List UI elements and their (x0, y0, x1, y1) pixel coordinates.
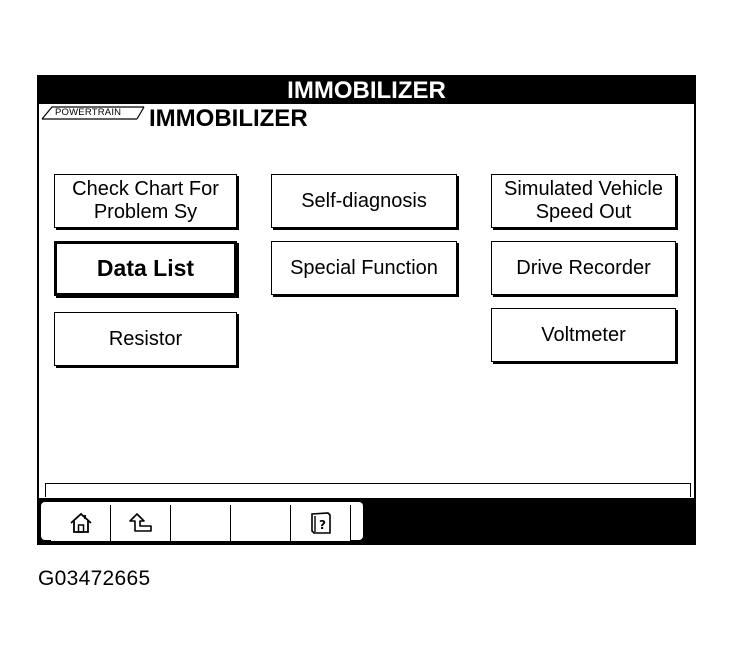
help-button[interactable] (291, 505, 351, 541)
self-diagnosis-button[interactable] (271, 174, 457, 228)
check-chart-label: Check Chart For Problem Sy (72, 178, 219, 223)
resistor-button[interactable] (54, 312, 237, 366)
diagnostic-screen (37, 75, 696, 545)
drive-recorder-button[interactable] (491, 241, 676, 295)
home-button[interactable] (51, 505, 111, 541)
back-icon (127, 511, 155, 535)
home-icon (68, 511, 94, 535)
status-strip (45, 483, 691, 497)
data-list-button[interactable] (54, 241, 237, 296)
special-function-label: Special Function (290, 256, 438, 279)
voltmeter-button[interactable] (491, 308, 676, 362)
data-list-label: Data List (96, 255, 195, 281)
special-function-button[interactable] (271, 241, 457, 295)
window-title: IMMOBILIZER (39, 77, 694, 104)
voltmeter-label: Voltmeter (541, 323, 626, 346)
self-diagnosis-label: Self-diagnosis (301, 189, 427, 212)
toolbar-empty-slot-2[interactable] (231, 505, 291, 541)
drive-recorder-label: Drive Recorder (516, 256, 651, 279)
svg-text:?: ? (318, 518, 326, 532)
back-button[interactable] (111, 505, 171, 541)
simulated-vehicle-speed-label: Simulated Vehicle Speed Out (504, 178, 663, 223)
page-title: IMMOBILIZER (149, 105, 308, 132)
breadcrumb-powertrain[interactable] (41, 106, 145, 120)
help-book-icon (308, 510, 334, 536)
breadcrumb-label: POWERTRAIN (55, 107, 122, 118)
toolbar (39, 498, 694, 545)
simulated-vehicle-speed-button[interactable] (491, 174, 676, 228)
figure-id: G03472665 (38, 567, 151, 590)
toolbar-empty-slot-1[interactable] (171, 505, 231, 541)
resistor-label: Resistor (108, 327, 183, 350)
check-chart-button[interactable] (54, 174, 237, 228)
